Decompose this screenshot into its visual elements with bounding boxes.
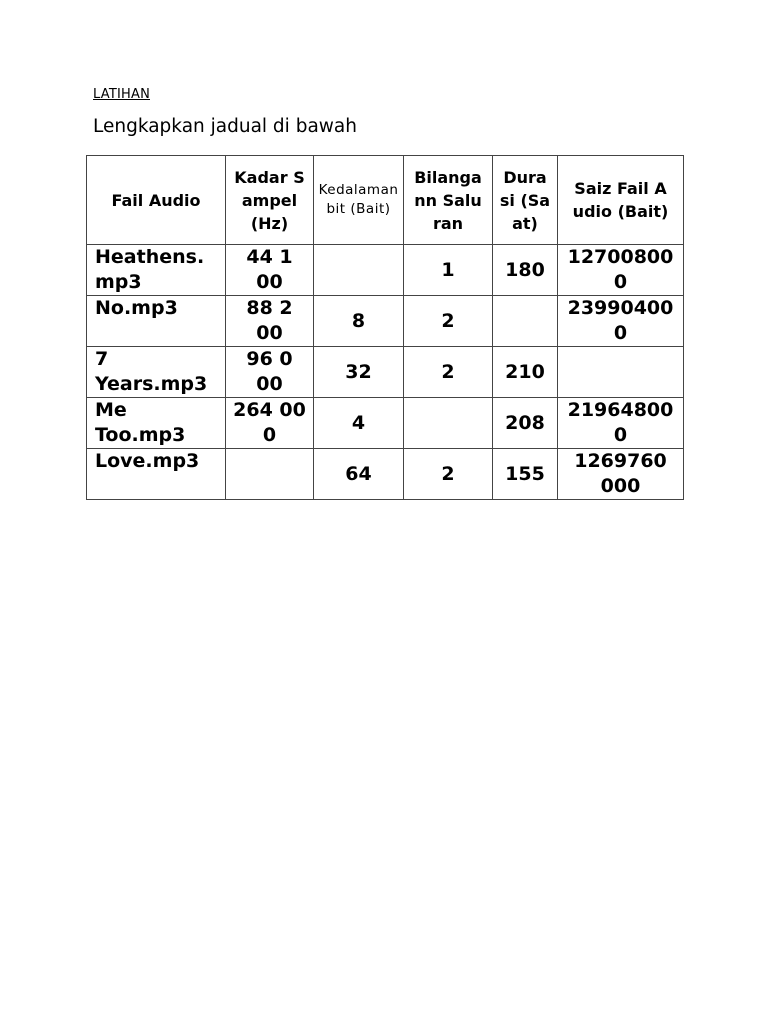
cell-file-size: 239904000 (558, 296, 684, 347)
table-row (87, 245, 684, 296)
cell-duration: 180 (493, 245, 558, 296)
cell-channels: 2 (404, 296, 493, 347)
cell-bit-depth: 8 (314, 296, 404, 347)
cell-duration: 155 (493, 449, 558, 500)
cell-channels: 2 (404, 449, 493, 500)
audio-file-table (86, 155, 684, 500)
cell-sample-rate: 44 100 (226, 245, 314, 296)
table-row (87, 296, 684, 347)
cell-file-size (558, 347, 684, 398)
cell-duration: 208 (493, 398, 558, 449)
table-header-row (87, 156, 684, 245)
cell-audio-file: Heathens.mp3 (87, 245, 226, 296)
cell-sample-rate: 88 200 (226, 296, 314, 347)
header-duration: Durasi (Saat) (493, 156, 558, 245)
cell-bit-depth: 64 (314, 449, 404, 500)
cell-bit-depth: 32 (314, 347, 404, 398)
table-row (87, 449, 684, 500)
cell-duration: 210 (493, 347, 558, 398)
cell-bit-depth: 4 (314, 398, 404, 449)
header-sample-rate: Kadar Sampel (Hz) (226, 156, 314, 245)
cell-audio-file: Love.mp3 (87, 449, 226, 500)
table-row (87, 398, 684, 449)
exercise-heading: LATIHAN (93, 87, 150, 102)
cell-channels: 1 (404, 245, 493, 296)
cell-file-size: 127008000 (558, 245, 684, 296)
instruction-text: Lengkapkan jadual di bawah (93, 116, 357, 137)
cell-duration (493, 296, 558, 347)
cell-channels (404, 398, 493, 449)
cell-audio-file: Me Too.mp3 (87, 398, 226, 449)
header-file-size: Saiz Fail Audio (Bait) (558, 156, 684, 245)
cell-audio-file: 7 Years.mp3 (87, 347, 226, 398)
header-audio-file: Fail Audio (87, 156, 226, 245)
cell-audio-file: No.mp3 (87, 296, 226, 347)
cell-channels: 2 (404, 347, 493, 398)
cell-bit-depth (314, 245, 404, 296)
cell-sample-rate (226, 449, 314, 500)
cell-sample-rate: 264 000 (226, 398, 314, 449)
cell-file-size: 219648000 (558, 398, 684, 449)
cell-file-size: 1269760 000 (558, 449, 684, 500)
header-bit-depth: Kedalaman bit (Bait) (314, 156, 404, 245)
header-channels: Bilangann Saluran (404, 156, 493, 245)
cell-sample-rate: 96 000 (226, 347, 314, 398)
table-row (87, 347, 684, 398)
